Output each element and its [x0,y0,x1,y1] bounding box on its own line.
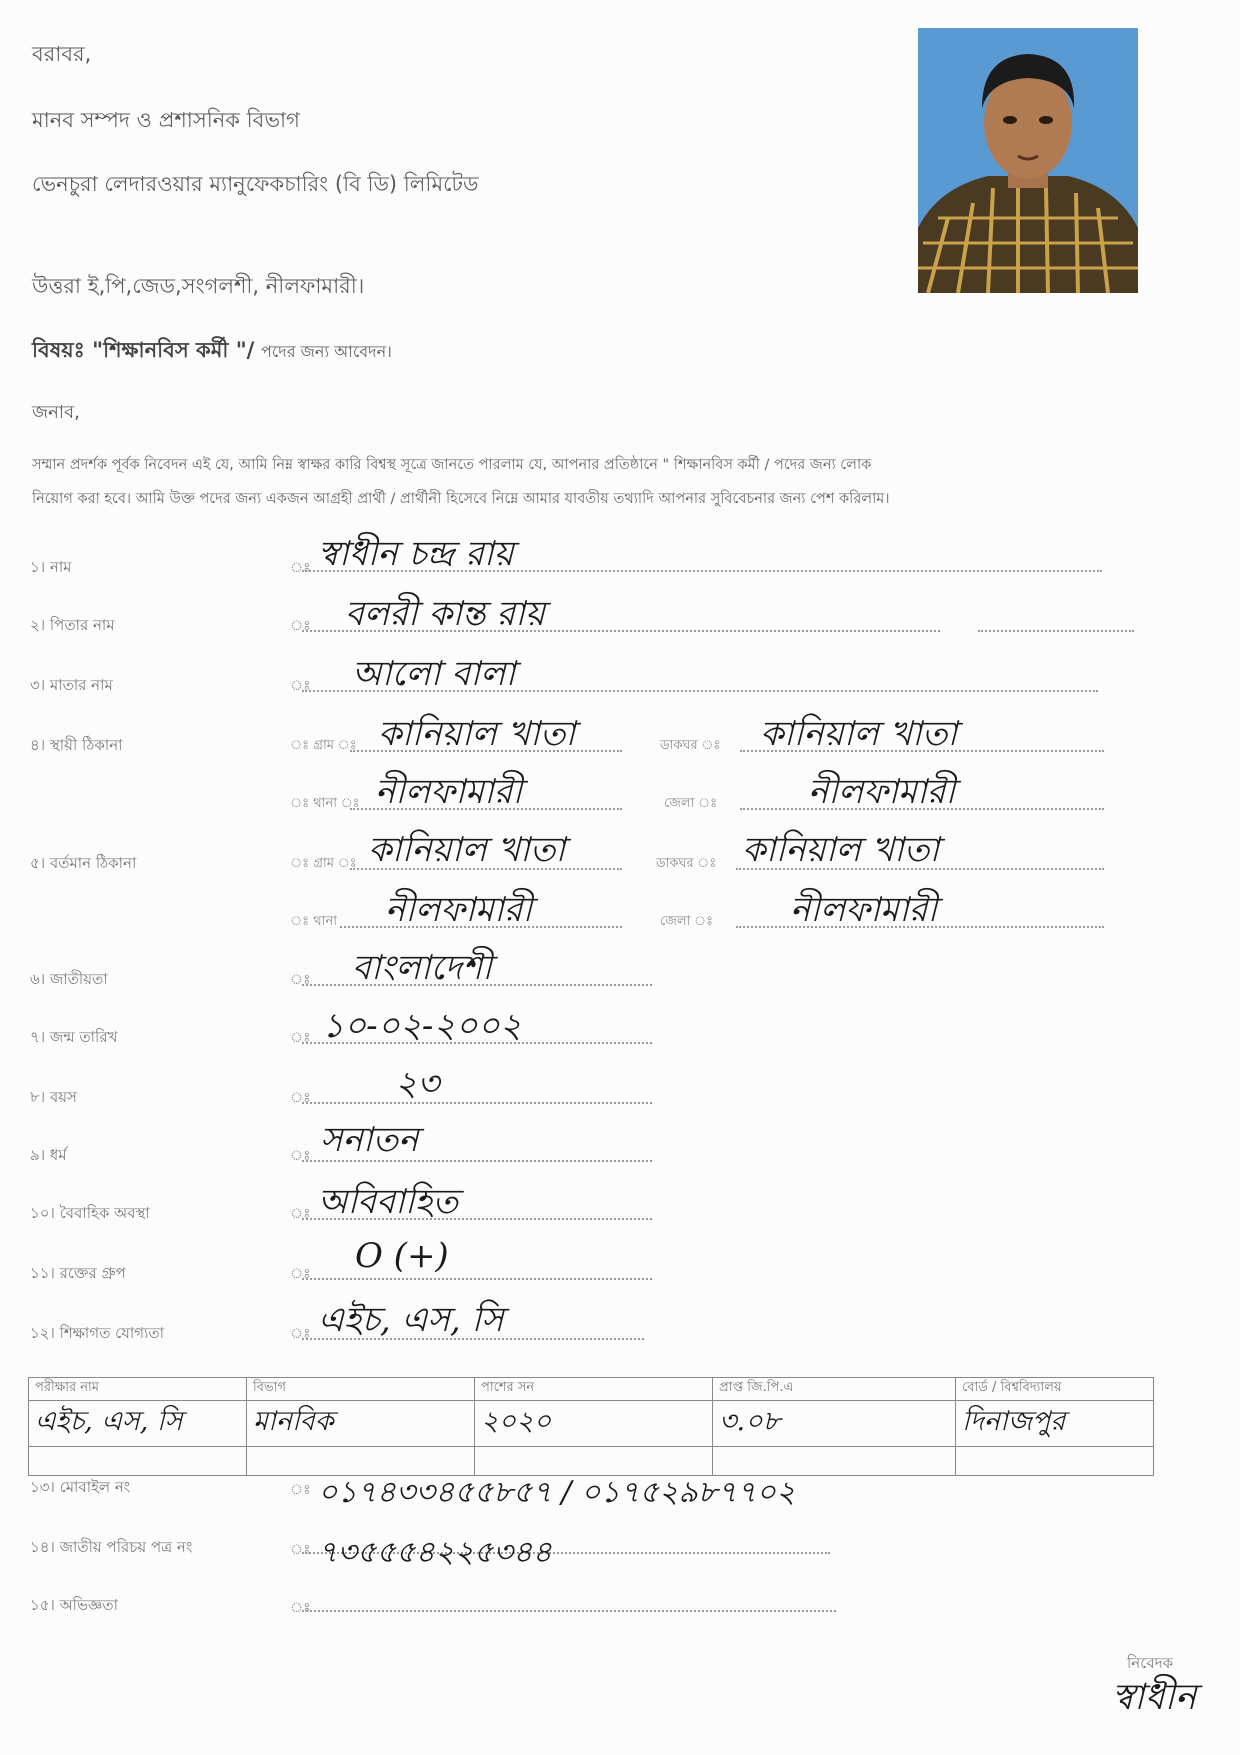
edu-header-group: বিভাগ [247,1378,475,1401]
colon: ঃ [290,1482,311,1498]
labels-village: গ্রাম ঃ [313,738,357,753]
value-age: ২৩ [395,1064,440,1104]
label-religion: ৯। ধর্ম [30,1146,67,1164]
value-blood-group: O (+) [355,1236,449,1276]
colon: ঃ [290,1600,311,1616]
recipient-company: ভেনচুরা লেদারওয়ার ম্যানুফেকচারিং (বি ডি) লিমিটেড [32,172,479,196]
value-marital-status: অবিবাহিত [318,1182,458,1222]
value-perm-thana: নীলফামারী [375,772,523,812]
colon: ঃ [290,1542,311,1558]
edu-value-board: দিনাজপুর [956,1401,1154,1447]
colon: ঃ [290,678,311,694]
label-mother: ৩। মাতার নাম [30,676,113,694]
value-pres-village: কানিয়াল খাতা [368,830,566,870]
label-experience: ১৫। অভিজ্ঞতা [30,1596,119,1614]
value-pres-district: নীলফামারী [790,890,938,930]
label-father: ২। পিতার নাম [30,616,115,634]
education-table [28,1377,1154,1476]
label-present-address: ৫। বর্তমান ঠিকানা [30,854,137,872]
edu-value-gpa: ৩.০৮ [713,1401,956,1447]
subject-line [32,334,392,369]
salutation: জনাব, [32,402,80,423]
colon: ঃ [290,560,311,576]
recipient-to: বরাবর, [32,42,92,66]
labels-village: গ্রাম ঃ [313,856,357,871]
dotted-line [978,630,1134,632]
education-table-row [29,1401,1154,1447]
colon: ঃ [290,1030,311,1046]
application-body [32,448,1217,516]
applicant-signature: স্বাধীন [1112,1677,1197,1718]
edu-header-exam: পরীক্ষার নাম [29,1378,247,1401]
label-mobile: ১৩। মোবাইল নং [30,1478,131,1496]
body-line-2: নিয়োগ করা হবে। আমি উক্ত পদের জন্য একজন আগ্রহী প্রার্থী / প্রার্থীনী হিসেবে নিম্নে আমার যাবতীয় তথ্যাদি আপনার সুবিবেচনার জন্য পেশ করিলাম। [32,491,890,507]
colon: ঃ [290,1206,311,1222]
value-nationality: বাংলাদেশী [352,948,492,988]
label-perm-village: ঃ গ্রাম ঃ [290,738,357,753]
dotted-line [302,1102,652,1104]
value-pres-post: কানিয়াল খাতা [742,830,940,870]
applicant-photo [918,28,1138,293]
edu-value-exam: এইচ, এস, সি [29,1401,247,1447]
label-dob: ৭। জন্ম তারিখ [30,1028,118,1046]
label-blood-group: ১১। রক্তের গ্রুপ [30,1264,126,1282]
label-nid: ১৪। জাতীয় পরিচয় পত্র নং [30,1538,193,1556]
label-perm-post: ডাকঘর ঃ [660,738,721,753]
label-pres-district: জেলা ঃ [660,914,714,929]
label-perm-thana: ঃ থানা ঃ [290,796,360,811]
subject-label: বিষয়ঃ "শিক্ষানবিস কর্মী "/ [32,338,255,362]
value-perm-village: কানিয়াল খাতা [378,714,576,754]
label-marital-status: ১০। বৈবাহিক অবস্থা [30,1204,150,1222]
body-line-1: সম্মান প্রদর্শক পূর্বক নিবেদন এই যে, আমি নিম্ন স্বাক্ষর কারি বিশ্বস্থ সূত্রে জানতে পারলাম যে, আপনার প্রতিষ্ঠানে " শিক্ষানবিস কর্মী / পদের জন্য লোক [32,457,872,473]
education-table-header [29,1378,1154,1401]
signature-label: নিবেদক [1127,1654,1173,1672]
label-pres-thana: ঃ থানা [290,914,337,929]
colon: ঃ [290,1090,311,1106]
table-cell [29,1447,247,1476]
recipient-address: উত্তরা ই,পি,জেড,সংগলশী, নীলফামারী। [32,274,365,298]
colon: ঃ [290,618,311,634]
label-education: ১২। শিক্ষাগত যোগ্যতা [30,1324,165,1342]
value-father: বলরী কান্ত রায় [345,594,545,634]
colon: ঃ [290,1148,311,1164]
labels-thana2: থানা [313,914,337,929]
label-permanent-address: ৪। স্থায়ী ঠিকানা [30,736,123,754]
dotted-line [302,1278,652,1280]
value-education: এইচ, এস, সি [318,1300,504,1340]
dotted-line [302,1610,836,1612]
table-cell [956,1447,1154,1476]
label-nationality: ৬। জাতীয়তা [30,970,108,988]
value-pres-thana: নীলফামারী [385,890,533,930]
colon: ঃ [290,1266,311,1282]
recipient-department: মানব সম্পদ ও প্রশাসনিক বিভাগ [32,108,300,132]
label-pres-post: ডাকঘর ঃ [656,856,717,871]
value-mother: আলো বালা [352,654,516,694]
value-name: স্বাধীন চন্দ্র রায় [318,534,514,574]
label-perm-district: জেলা ঃ [664,796,718,811]
edu-value-year: ২০২০ [475,1401,713,1447]
value-religion: সনাতন [320,1120,419,1160]
value-perm-district: নীলফামারী [808,772,956,812]
labels-thana: থানা ঃ [313,796,360,811]
value-perm-post: কানিয়াল খাতা [760,714,958,754]
edu-value-group: মানবিক [247,1401,475,1447]
colon: ঃ [290,972,311,988]
edu-header-board: বোর্ড / বিশ্ববিদ্যালয় [956,1378,1154,1401]
value-mobile: ০১৭৪৩৩৪৫৫৮৫৭ / ০১৭৫২৯৮৭৭০২ [318,1475,796,1510]
edu-header-gpa: প্রাপ্ত জি.পি.এ [713,1378,956,1401]
edu-header-year: পাশের সন [475,1378,713,1401]
label-name: ১। নাম [30,558,72,576]
value-dob: ১০-০২-২০০২ [322,1006,522,1046]
colon: ঃ [290,1326,311,1342]
applicant-photo-illustration [918,28,1138,293]
value-nid: ৭৩৫৫৫৪২২৫৩৪৪ [318,1535,552,1570]
label-age: ৮। বয়স [30,1088,77,1106]
label-pres-village: ঃ গ্রাম ঃ [290,856,357,871]
subject-rest: পদের জন্য আবেদন। [261,342,392,361]
